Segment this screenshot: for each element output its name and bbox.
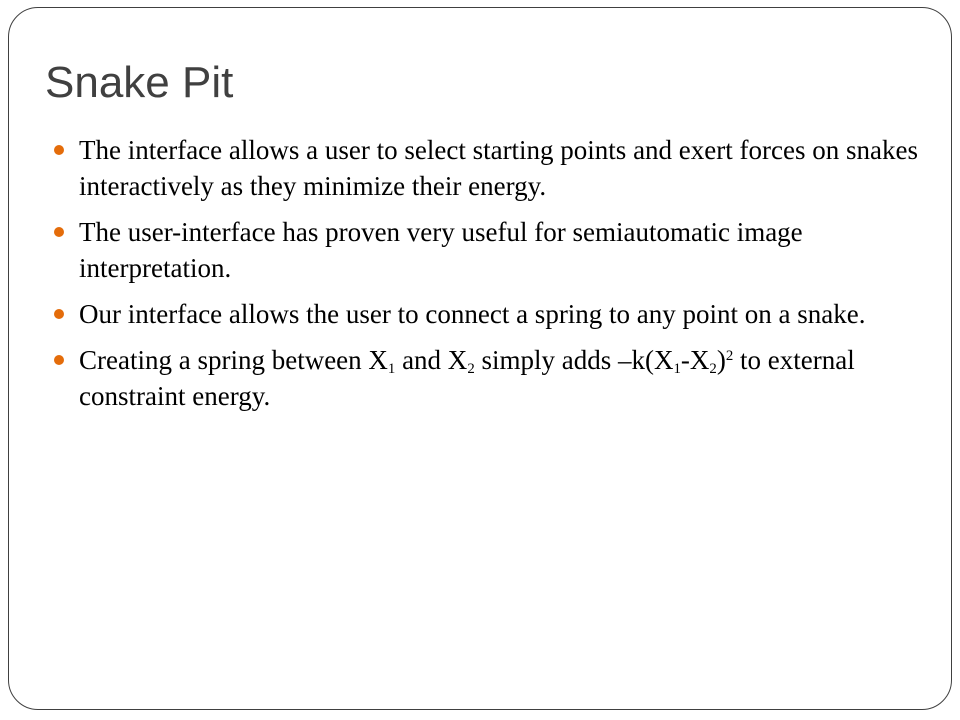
bullet-item <box>49 214 929 286</box>
slide-title: Snake Pit <box>45 58 234 107</box>
bullet-item <box>49 342 929 414</box>
bullet-text: The interface allows a user to select starting points and exert forces on snakes interactively as they minimize their energy. <box>79 135 918 201</box>
bullet-dot-icon <box>54 355 64 365</box>
formula-text: ) <box>716 345 726 375</box>
bullet-text: Our interface allows the user to connect a spring to any point on a snake. <box>79 299 866 329</box>
bullet-list <box>49 132 929 424</box>
bullet-item <box>49 132 929 204</box>
subscript: 1 <box>387 360 396 377</box>
superscript: 2 <box>725 348 734 365</box>
formula-text: to external constraint energy. <box>79 345 855 411</box>
bullet-dot-icon <box>54 227 64 237</box>
subscript: 2 <box>467 360 475 377</box>
formula-text: -X <box>680 345 710 375</box>
subscript: 2 <box>709 360 717 377</box>
bullet-dot-icon <box>54 309 64 319</box>
bullet-text-formula <box>79 345 855 411</box>
subscript: 1 <box>673 360 681 377</box>
bullet-dot-icon <box>54 145 64 155</box>
bullet-text: The user-interface has proven very useful for semiautomatic image interpretation. <box>79 217 803 283</box>
formula-text: Creating a spring between X <box>79 345 388 375</box>
formula-text: simply adds –k(X <box>474 345 674 375</box>
formula-text: and X <box>395 345 468 375</box>
slide-frame <box>8 7 952 710</box>
bullet-item <box>49 296 929 332</box>
